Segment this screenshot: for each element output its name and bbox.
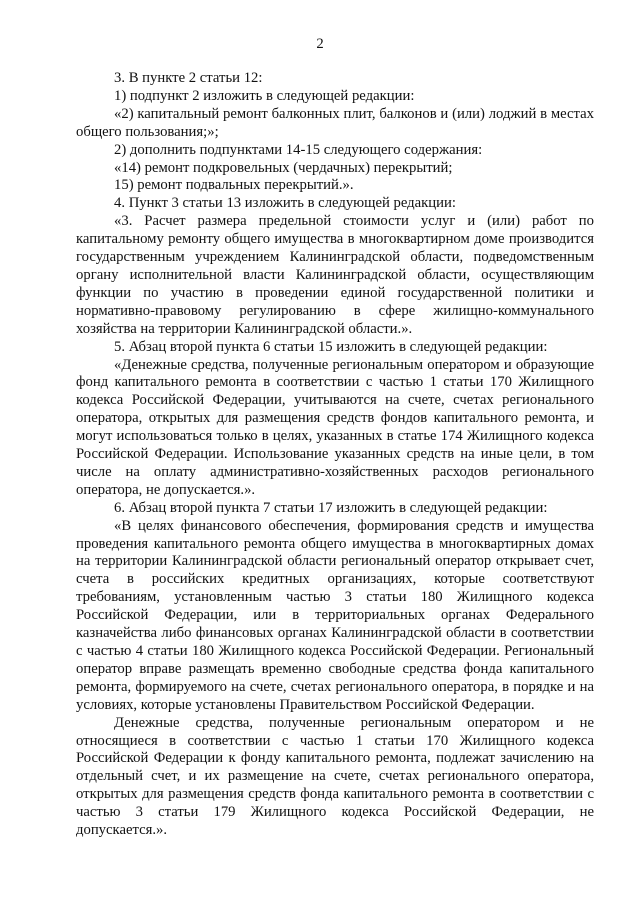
paragraph-quote-funds: «Денежные средства, полученные региональным оператором и образующие фонд капитального ремонта в соответствии с частью 1 статьи 170 Жилищного кодекса Российской Федерации, учитываются на счете, счетах регионального оператора, открытых для размещения средств фондов капитального ремонта, и могут использоваться только в целях, указанных в статье 174 Жилищного кодекса Российской Федерации. Использование указанных средств на иные цели, в том числе на оплату административно-хозяйственных расходов регионального оператора, не допускается.». — [76, 356, 594, 498]
document-body — [76, 70, 594, 840]
paragraph-item-6-header: 6. Абзац второй пункта 7 статьи 17 изложить в следующей редакции: — [114, 499, 548, 516]
paragraph-subitem-1: 1) подпункт 2 изложить в следующей редакции: — [114, 87, 415, 104]
paragraph-quote-separate-account: Денежные средства, полученные региональным оператором и не относящиеся в соответствии с частью 1 статьи 170 Жилищного кодекса Российской Федерации к фонду капитального ремонта, подлежат зачислению на отдельный счет, и их размещение на счете, счетах регионального оператора, открытых для размещения средств фонда капитального ремонта в соответствии с частью 3 статьи 179 Жилищного кодекса Российской Федерации, не допускается.». — [76, 714, 594, 839]
paragraph-quote-15: 15) ремонт подвальных перекрытий.». — [114, 177, 354, 194]
paragraph-quote-balconies: «2) капитальный ремонт балконных плит, балконов и (или) лоджий в местах общего пользования;»; — [76, 105, 594, 140]
page-number: 2 — [316, 36, 324, 52]
paragraph-quote-accounts: «В целях финансового обеспечения, формирования средств и имущества проведения капитального ремонта общего имущества в многоквартирных домах на территории Калининградской области региональный оператор открывает счет, счета в российских кредитных организациях, которые соответствуют требованиям, установленным частью 3 статьи 180 Жилищного кодекса Российской Федерации, или в территориальных органах Федерального казначейства либо финансовых органах Калининградской области в соответствии с частью 4 статьи 180 Жилищного кодекса Российской Федерации. Региональный оператор вправе размещать временно свободные средства фонда капитального ремонта, формируемого на счете, счетах регионального оператора, в порядке и на условиях, которые установлены Правительством Российской Федерации. — [76, 517, 594, 713]
paragraph-item-3-header: 3. В пункте 2 статьи 12: — [114, 70, 263, 86]
paragraph-quote-14: «14) ремонт подкровельных (чердачных) перекрытий; — [114, 159, 453, 176]
paragraph-item-4-header: 4. Пункт 3 статьи 13 изложить в следующей редакции: — [114, 195, 456, 212]
paragraph-subitem-2: 2) дополнить подпунктами 14-15 следующего содержания: — [114, 141, 483, 158]
paragraph-item-5-header: 5. Абзац второй пункта 6 статьи 15 изложить в следующей редакции: — [114, 338, 548, 355]
paragraph-quote-cost-calculation: «3. Расчет размера предельной стоимости услуг и (или) работ по капитальному ремонту общего имущества в многоквартирном доме производится государственным учреждением Калининградской области, подведомственным органу исполнительной власти Калининградской области, осуществляющим функции по участию в проведении единой государственной политики и нормативно-правовому регулированию в сфере жилищно-коммунального хозяйства на территории Калининградской области.». — [76, 213, 594, 337]
